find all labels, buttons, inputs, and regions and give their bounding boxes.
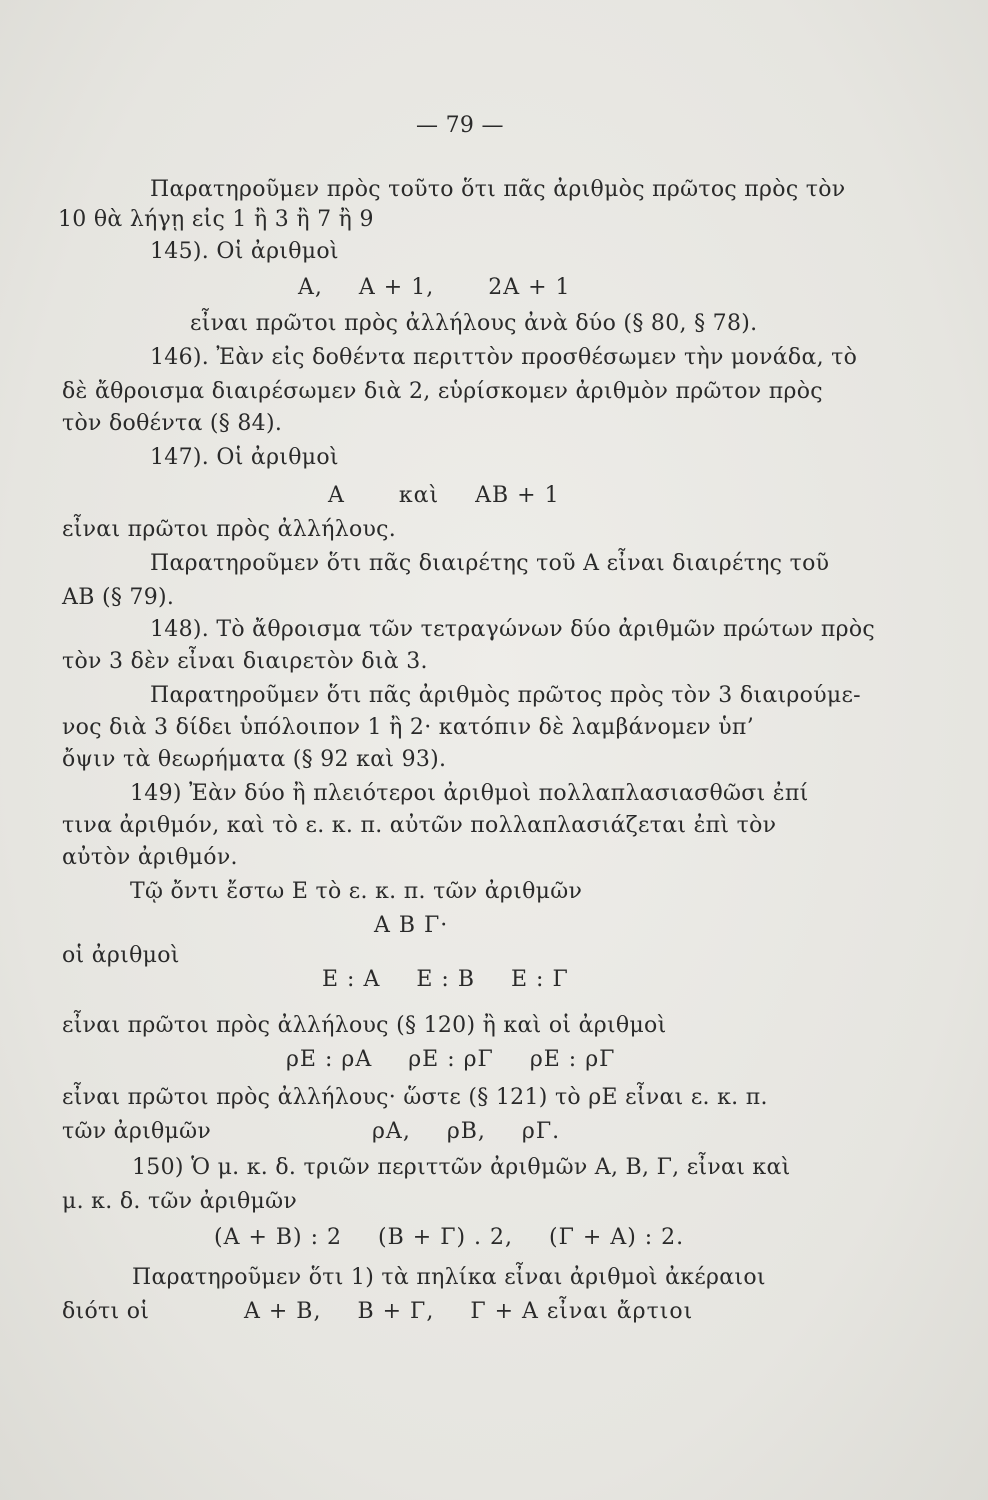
text-line: τὸν δοθέντα (§ 84). bbox=[62, 411, 283, 436]
text-line: 146). Ἐὰν εἰς δοθέντα περιττὸν προσθέσωμεν τὴν μονάδα, τὸ bbox=[150, 345, 858, 370]
text-line: μ. κ. δ. τῶν ἀριθμῶν bbox=[62, 1189, 298, 1214]
formula-term: Ε : Β bbox=[416, 967, 475, 992]
text-line: ΑΒ (§ 79). bbox=[62, 585, 175, 610]
formula-145 bbox=[298, 274, 571, 302]
formula-term: (Α + Β) : 2 bbox=[214, 1225, 343, 1250]
formula-term: Α + 1, bbox=[358, 275, 435, 300]
text-line: εἶναι πρῶτοι πρὸς ἀλλήλους. bbox=[62, 517, 397, 542]
text-line: Παρατηροῦμεν ὅτι 1) τὰ πηλίκα εἶναι ἀριθμοὶ ἀκέραιοι bbox=[132, 1265, 766, 1290]
text-line: εἶναι πρῶτοι πρὸς ἀλλήλους ἀνὰ δύο (§ 80, § 78). bbox=[190, 311, 758, 336]
text-line: 10 θὰ λήγῃ εἰς 1 ἢ 3 ἢ 7 ἢ 9 bbox=[58, 207, 374, 232]
formula-150-sums bbox=[244, 1298, 693, 1326]
text-line: εἶναι πρῶτοι πρὸς ἀλλήλους· ὥστε (§ 121) τὸ ρΕ εἶναι ε. κ. π. bbox=[62, 1085, 768, 1110]
formula-term: Ε : Α bbox=[322, 967, 381, 992]
formula-term: ρΕ : ρΑ bbox=[286, 1047, 373, 1072]
text-line: Παρατηροῦμεν ὅτι πᾶς διαιρέτης τοῦ Α εἶναι διαιρέτης τοῦ bbox=[150, 551, 830, 576]
formula-term: (Β + Γ) . 2, bbox=[378, 1225, 514, 1250]
formula-term: Ε : Γ bbox=[510, 967, 569, 992]
formula-term: (Γ + Α) : 2. bbox=[549, 1225, 685, 1250]
formula-term: ρΑ, bbox=[372, 1119, 411, 1144]
text-line: 150) Ὁ μ. κ. δ. τριῶν περιττῶν ἀριθμῶν Α, Β, Γ, εἶναι καὶ bbox=[132, 1155, 791, 1180]
formula-149-last bbox=[372, 1118, 560, 1146]
formula-147 bbox=[328, 482, 560, 510]
text-line: 149) Ἐὰν δύο ἢ πλειότεροι ἀριθμοὶ πολλαπλασιασθῶσι ἐπί bbox=[130, 781, 809, 806]
formula-149-ratios bbox=[322, 966, 569, 994]
formula-term: Α, bbox=[298, 275, 323, 300]
text-line: Παρατηροῦμεν πρὸς τοῦτο ὅτι πᾶς ἀριθμὸς πρῶτος πρὸς τὸν bbox=[150, 177, 846, 202]
formula-term: 2Α + 1 bbox=[488, 275, 571, 300]
formula-term: ρΓ. bbox=[521, 1119, 561, 1144]
formula-term: ρΒ, bbox=[446, 1119, 486, 1144]
text-line: 147). Οἱ ἀριθμοὶ bbox=[150, 445, 339, 470]
text-line: τινα ἀριθμόν, καὶ τὸ ε. κ. π. αὐτῶν πολλαπλασιάζεται ἐπὶ τὸν bbox=[62, 813, 777, 838]
text-line: Τῷ ὄντι ἔστω Ε τὸ ε. κ. π. τῶν ἀριθμῶν bbox=[130, 879, 583, 904]
text-line: εἶναι πρῶτοι πρὸς ἀλλήλους (§ 120) ἢ καὶ οἱ ἀριθμοὶ bbox=[62, 1013, 667, 1038]
text-line: αὐτὸν ἀριθμόν. bbox=[62, 845, 238, 870]
formula-word: καὶ bbox=[398, 483, 440, 508]
formula-149-abc: Α Β Γ· bbox=[374, 913, 449, 938]
formula-term: ΑΒ + 1 bbox=[475, 483, 560, 508]
text-line: τῶν ἀριθμῶν bbox=[62, 1119, 212, 1144]
text-line: νος διὰ 3 δίδει ὑπόλοιπον 1 ἢ 2· κατόπιν δὲ λαμβάνομεν ὑπ’ bbox=[62, 715, 754, 740]
formula-term: ρΕ : ρΓ bbox=[408, 1047, 494, 1072]
formula-word: εἶναι ἄρτιοι bbox=[546, 1299, 694, 1324]
formula-term: Α + Β, bbox=[244, 1299, 322, 1324]
formula-term: ρΕ : ρΓ bbox=[529, 1047, 616, 1072]
formula-149-rho bbox=[286, 1046, 615, 1074]
text-line: 148). Τὸ ἄθροισμα τῶν τετραγώνων δύο ἀριθμῶν πρώτων πρὸς bbox=[150, 617, 876, 642]
formula-term: Γ + Α bbox=[470, 1299, 539, 1324]
text-line: οἱ ἀριθμοὶ bbox=[62, 943, 180, 968]
formula-term: Α bbox=[328, 483, 345, 508]
page-number: — 79 — bbox=[416, 113, 504, 138]
text-line: διότι οἱ bbox=[62, 1299, 150, 1324]
text-line: 145). Οἱ ἀριθμοὶ bbox=[150, 239, 339, 264]
formula-150 bbox=[214, 1224, 684, 1252]
text-line: Παρατηροῦμεν ὅτι πᾶς ἀριθμὸς πρῶτος πρὸς τὸν 3 διαιρούμε- bbox=[150, 683, 861, 708]
text-line: ὄψιν τὰ θεωρήματα (§ 92 καὶ 93). bbox=[62, 747, 447, 772]
formula-term: Β + Γ, bbox=[357, 1299, 435, 1324]
text-line: δὲ ἄθροισμα διαιρέσωμεν διὰ 2, εὑρίσκομεν ἀριθμὸν πρῶτον πρὸς bbox=[62, 379, 823, 404]
text-line: τὸν 3 δὲν εἶναι διαιρετὸν διὰ 3. bbox=[62, 649, 428, 674]
